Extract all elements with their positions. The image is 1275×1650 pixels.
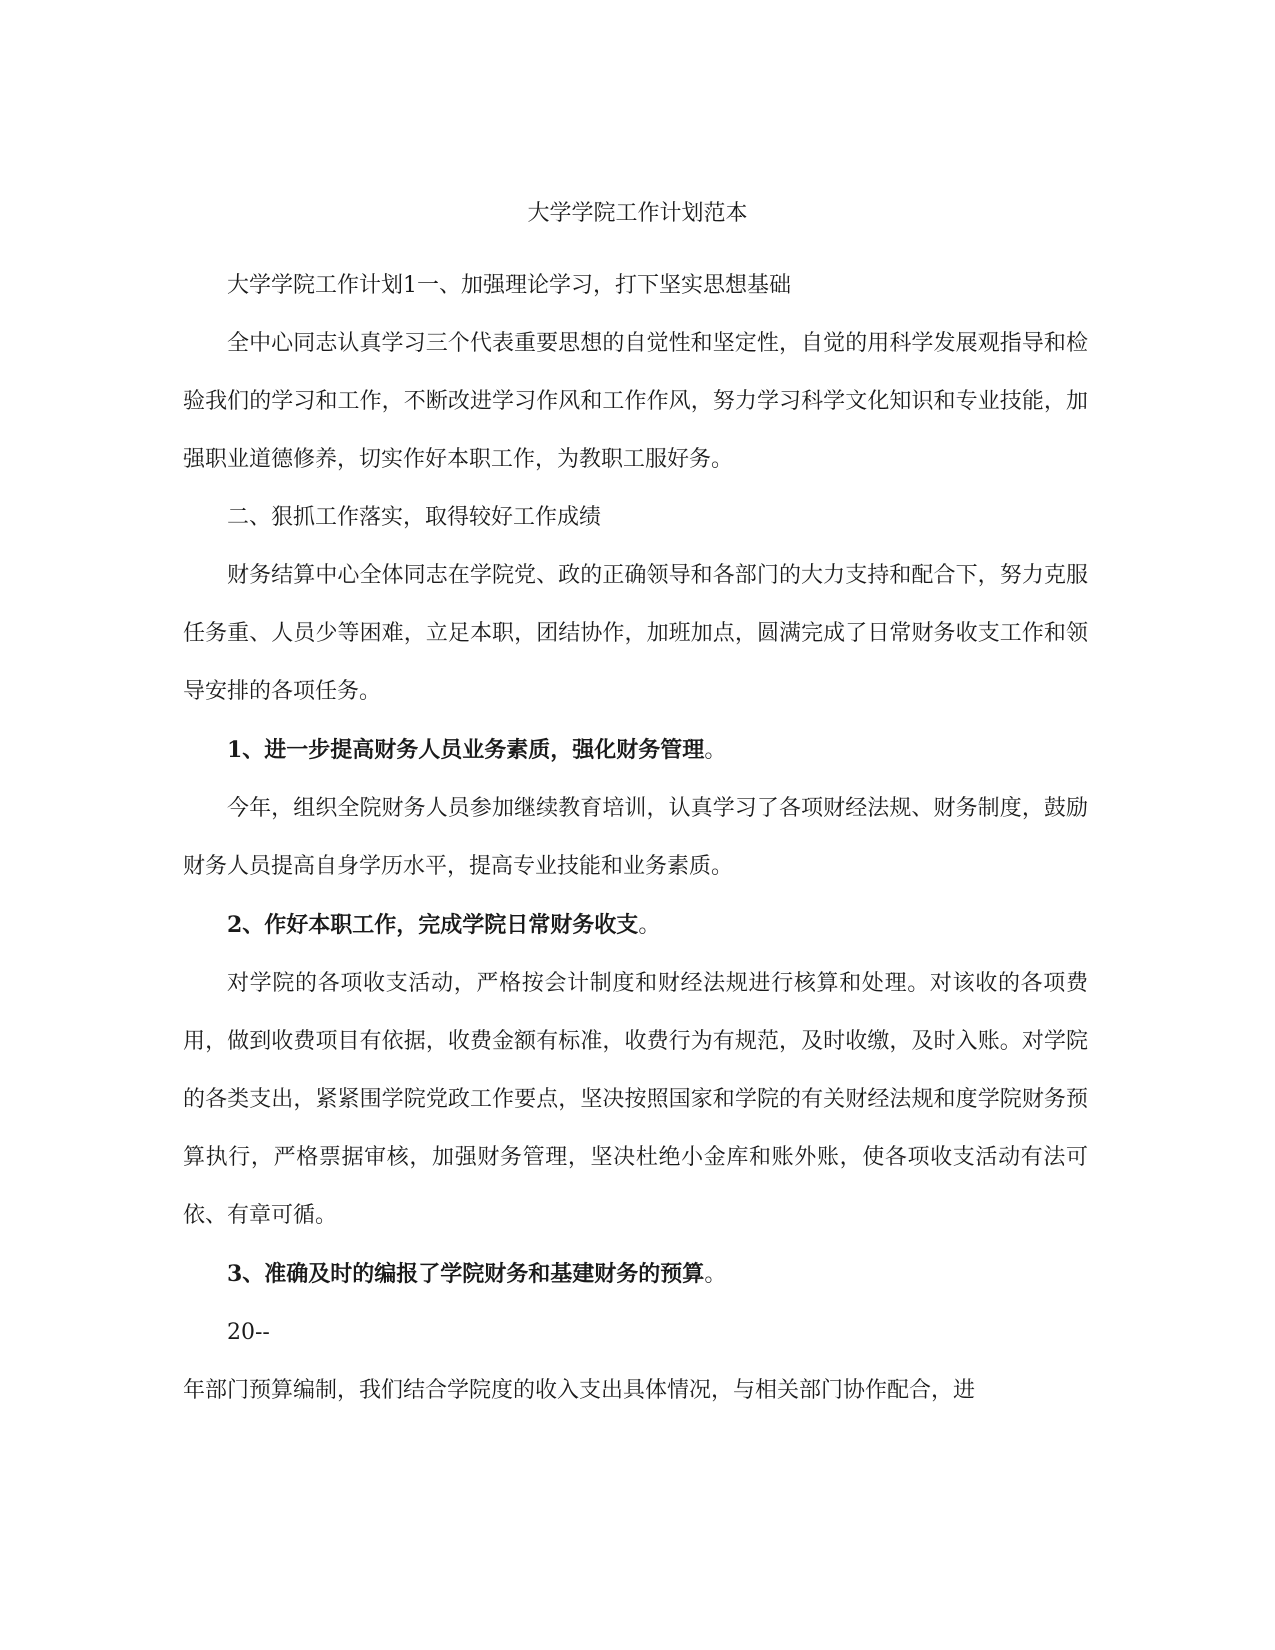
subheading-3 — [183, 1245, 1088, 1304]
subheading-2 — [183, 896, 1088, 955]
paragraph-year: 20-- — [227, 1320, 270, 1345]
subheading-3-text: 3、准确及时的编报了学院财务和基建财务的预算 — [227, 1261, 705, 1287]
paragraph-training: 今年，组织全院财务人员参加继续教育培训，认真学习了各项财经法规、财务制度，鼓励财务人员提高自身学历水平，提高专业技能和业务素质。 — [183, 796, 1088, 879]
section-1-heading: 大学学院工作计划1一、加强理论学习，打下坚实思想基础 — [227, 273, 791, 298]
subheading-1 — [183, 721, 1088, 780]
subheading-1-suffix: 。 — [704, 738, 727, 763]
document-title: 大学学院工作计划范本 — [527, 201, 748, 226]
paragraph-finance-center: 财务结算中心全体同志在学院党、政的正确领导和各部门的大力支持和配合下，努力克服任务重、人员少等困难，立足本职，团结协作，加班加点，圆满完成了日常财务收支工作和领导安排的各项任务。 — [183, 563, 1088, 704]
section-2-heading: 二、狠抓工作落实，取得较好工作成绩 — [227, 505, 602, 530]
document-body — [183, 257, 1088, 1420]
paragraph-income-expense: 对学院的各项收支活动，严格按会计制度和财经法规进行核算和处理。对该收的各项费用，做到收费项目有依据，收费金额有标准，收费行为有规范，及时收缴，及时入账。对学院的各类支出，紧紧围学院党政工作要点，坚决按照国家和学院的有关财经法规和度学院财务预算执行，严格票据审核，加强财务管理，坚决杜绝小金库和账外账，使各项收支活动有法可依、有章可循。 — [183, 971, 1088, 1228]
paragraph-study: 全中心同志认真学习三个代表重要思想的自觉性和坚定性，自觉的用科学发展观指导和检验我们的学习和工作，不断改进学习作风和工作作风，努力学习科学文化知识和专业技能，加强职业道德修养，切实作好本职工作，为教职工服好务。 — [183, 331, 1088, 472]
subheading-2-suffix: 。 — [638, 913, 661, 938]
subheading-3-suffix: 。 — [704, 1262, 727, 1287]
subheading-2-text: 2、作好本职工作，完成学院日常财务收支 — [227, 912, 639, 938]
paragraph-budget: 年部门预算编制，我们结合学院度的收入支出具体情况，与相关部门协作配合，进 — [183, 1378, 976, 1403]
subheading-1-text: 1、进一步提高财务人员业务素质，强化财务管理 — [227, 737, 705, 763]
